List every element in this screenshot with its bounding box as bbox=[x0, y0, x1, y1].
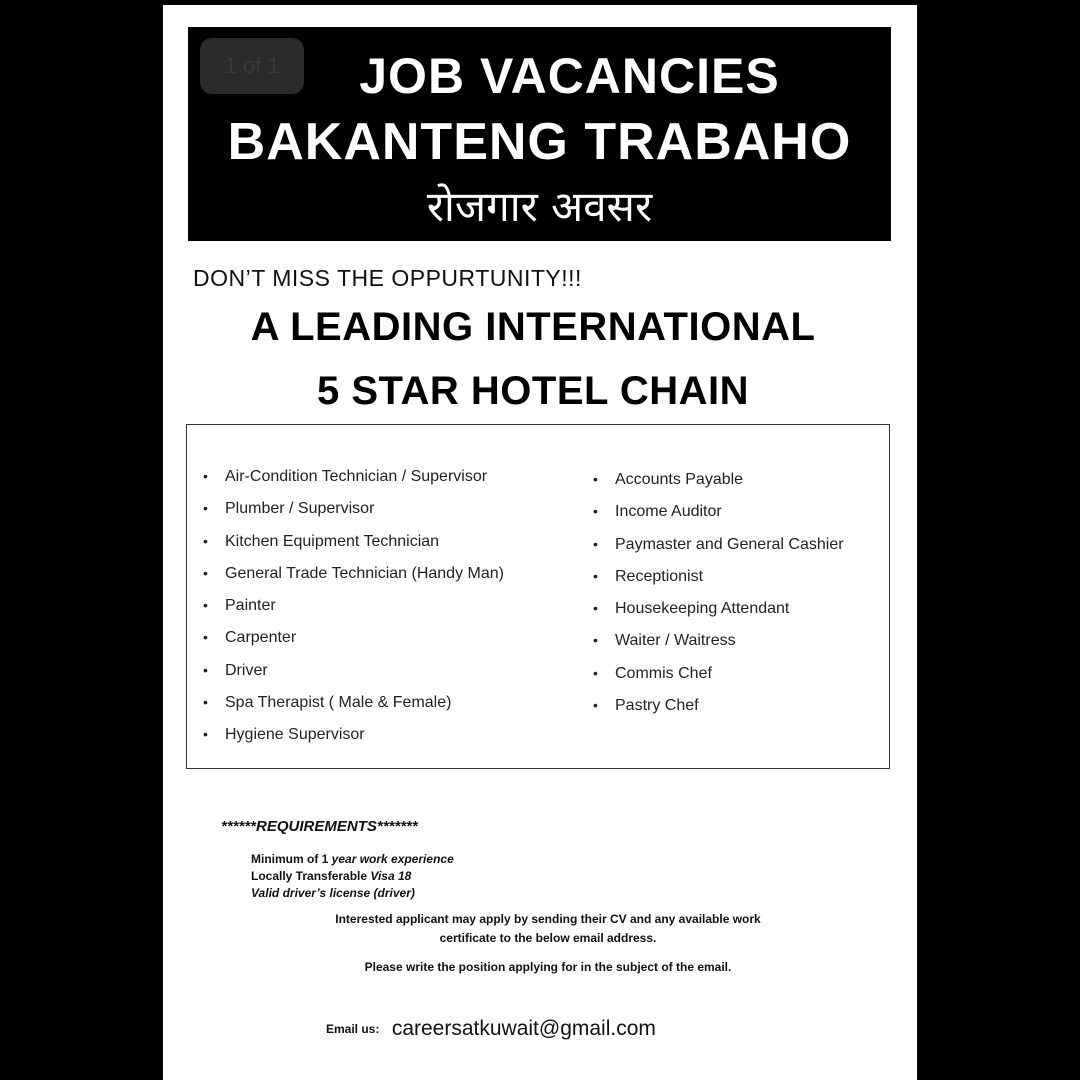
bullet-icon: • bbox=[593, 535, 598, 552]
tagline: DON’T MISS THE OPPURTUNITY!!! bbox=[193, 265, 582, 291]
subject-note: Please write the position applying for in the subject of the email. bbox=[364, 960, 732, 974]
page-counter-badge: 1 of 1 bbox=[200, 38, 304, 94]
list-item: • General Trade Technician (Handy Man) bbox=[203, 562, 504, 594]
requirement-experience: Minimum of 1 year work experience bbox=[251, 852, 454, 866]
list-item: • Air-Condition Technician / Supervisor bbox=[203, 465, 504, 497]
list-item: • Pastry Chef bbox=[593, 694, 844, 726]
header-title-english: JOB VACANCIES bbox=[359, 48, 780, 104]
bullet-icon: • bbox=[203, 500, 208, 517]
requirements-list bbox=[251, 851, 454, 902]
job-list-box bbox=[186, 424, 890, 769]
header-title-tagalog: BAKANTENG TRABAHO bbox=[227, 113, 852, 171]
list-item: • Commis Chef bbox=[593, 662, 844, 694]
list-item: • Paymaster and General Cashier bbox=[593, 533, 844, 565]
apply-instructions: Interested applicant may apply by sending their CV and any available work certificate to the below email address. bbox=[335, 912, 761, 945]
headline-line-1: A LEADING INTERNATIONAL bbox=[250, 305, 816, 349]
bullet-icon: • bbox=[203, 597, 208, 614]
list-item: • Painter bbox=[203, 594, 504, 626]
email-contact bbox=[326, 1017, 656, 1041]
bullet-icon: • bbox=[593, 632, 598, 649]
bullet-icon: • bbox=[203, 694, 208, 711]
bullet-icon: • bbox=[203, 564, 208, 581]
bullet-icon: • bbox=[593, 503, 598, 520]
header-title-nepali: रोजगार अवसर bbox=[426, 182, 653, 231]
email-label: Email us: bbox=[326, 1022, 380, 1036]
list-item: • Spa Therapist ( Male & Female) bbox=[203, 691, 504, 723]
list-item: • Income Auditor bbox=[593, 500, 844, 532]
list-item: • Carpenter bbox=[203, 626, 504, 658]
bullet-icon: • bbox=[593, 600, 598, 617]
list-item: • Hygiene Supervisor bbox=[203, 723, 504, 755]
list-item: • Kitchen Equipment Technician bbox=[203, 530, 504, 562]
list-item: • Accounts Payable bbox=[593, 468, 844, 500]
email-address[interactable]: careersatkuwait@gmail.com bbox=[391, 1017, 656, 1040]
bullet-icon: • bbox=[203, 468, 208, 484]
poster-page bbox=[163, 5, 917, 1080]
requirements-title: ******REQUIREMENTS******* bbox=[221, 818, 418, 835]
bullet-icon: • bbox=[203, 661, 208, 678]
requirement-visa: Locally Transferable Visa 18 bbox=[251, 869, 412, 883]
job-list-left bbox=[203, 465, 504, 756]
list-item: • Waiter / Waitress bbox=[593, 629, 844, 661]
job-list-right bbox=[593, 468, 844, 726]
list-item: • Receptionist bbox=[593, 565, 844, 597]
list-item: • Housekeeping Attendant bbox=[593, 597, 844, 629]
headline-line-2: 5 STAR HOTEL CHAIN bbox=[317, 369, 749, 413]
list-item: • Plumber / Supervisor bbox=[203, 497, 504, 529]
bullet-icon: • bbox=[203, 726, 208, 743]
bullet-icon: • bbox=[203, 532, 208, 549]
bullet-icon: • bbox=[593, 697, 598, 714]
bullet-icon: • bbox=[593, 664, 598, 681]
bullet-icon: • bbox=[593, 471, 598, 487]
requirement-license: Valid driver’s license (driver) bbox=[251, 886, 415, 900]
list-item: • Driver bbox=[203, 659, 504, 691]
bullet-icon: • bbox=[593, 567, 598, 584]
header-banner bbox=[188, 27, 891, 241]
bullet-icon: • bbox=[203, 629, 208, 646]
